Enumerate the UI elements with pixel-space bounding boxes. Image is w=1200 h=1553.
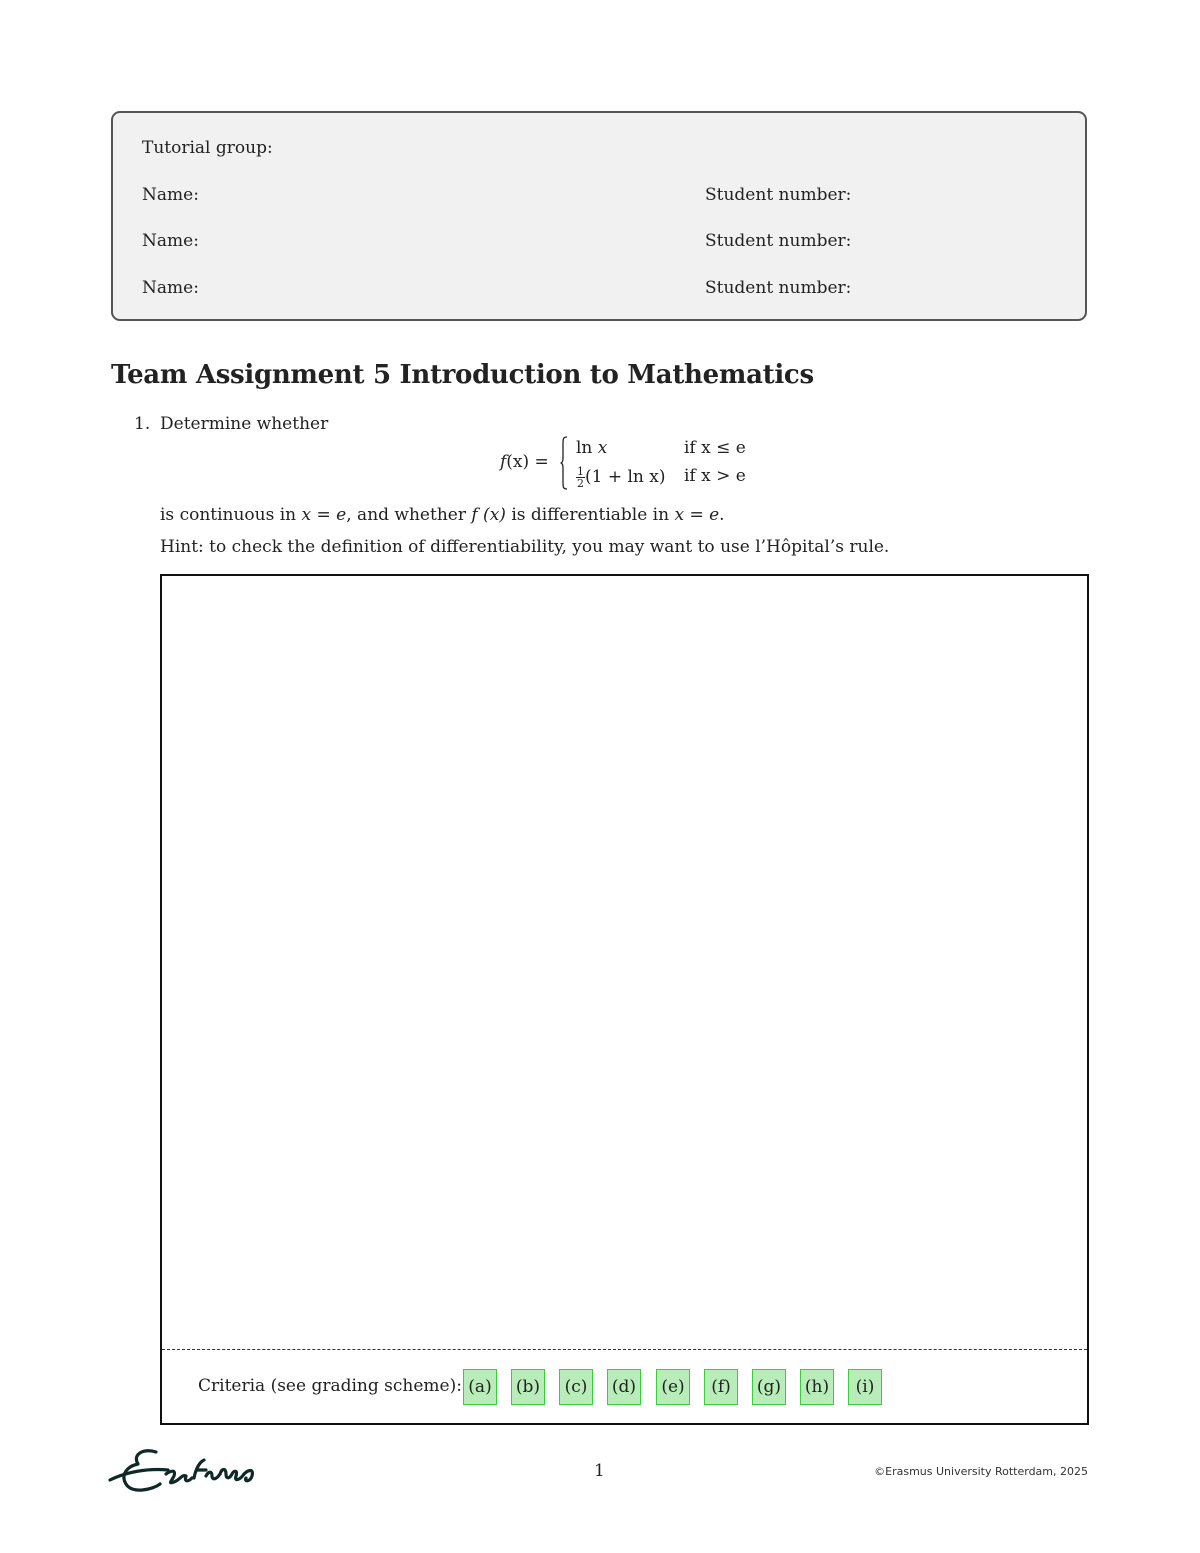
student-number-label-3: Student number: [705,278,852,298]
criteria-divider [162,1349,1087,1350]
criterion-d-box[interactable]: (d) [607,1369,641,1405]
criterion-e-box[interactable]: (e) [656,1369,690,1405]
question-number: 1. [134,414,151,434]
criterion-c-box[interactable]: (c) [559,1369,593,1405]
case2-condition: if x > e [684,466,746,486]
criterion-i-box[interactable]: (i) [848,1369,882,1405]
page-title: Team Assignment 5 Introduction to Mathematics [111,360,814,390]
criterion-b-box[interactable]: (b) [511,1369,545,1405]
criterion-f-box[interactable]: (f) [704,1369,738,1405]
name-label-1: Name: [142,185,199,205]
hint-text: Hint: to check the definition of differentiability, you may want to use l’Hôpital’s rule. [160,537,890,557]
criteria-label: Criteria (see grading scheme): [198,1376,462,1396]
continuity-sentence: is continuous in x = e, and whether f (x) is differentiable in x = e. [160,505,725,525]
copyright-text: ©Erasmus University Rotterdam, 2025 [874,1465,1088,1478]
formula-lhs: f(x) = [500,452,549,472]
name-label-3: Name: [142,278,199,298]
answer-area[interactable] [160,574,1089,1425]
piecewise-formula [500,434,770,494]
case2-expression: $\frac{1}{2}$ (1 + ln x) [577,465,666,490]
student-number-label-2: Student number: [705,231,852,251]
tutorial-group-label: Tutorial group: [142,138,273,158]
criterion-h-box[interactable]: (h) [800,1369,834,1405]
student-number-label-1: Student number: [705,185,852,205]
erasmus-logo-icon [108,1444,258,1500]
question-intro: Determine whether [160,414,329,434]
criterion-g-box[interactable]: (g) [752,1369,786,1405]
left-brace-icon [560,436,568,490]
criterion-a-box[interactable]: (a) [463,1369,497,1405]
student-info-box [111,111,1087,321]
name-label-2: Name: [142,231,199,251]
case1-expression: ln x [576,438,608,458]
case1-condition: if x ≤ e [684,438,746,458]
page-number: 1 [594,1461,605,1481]
